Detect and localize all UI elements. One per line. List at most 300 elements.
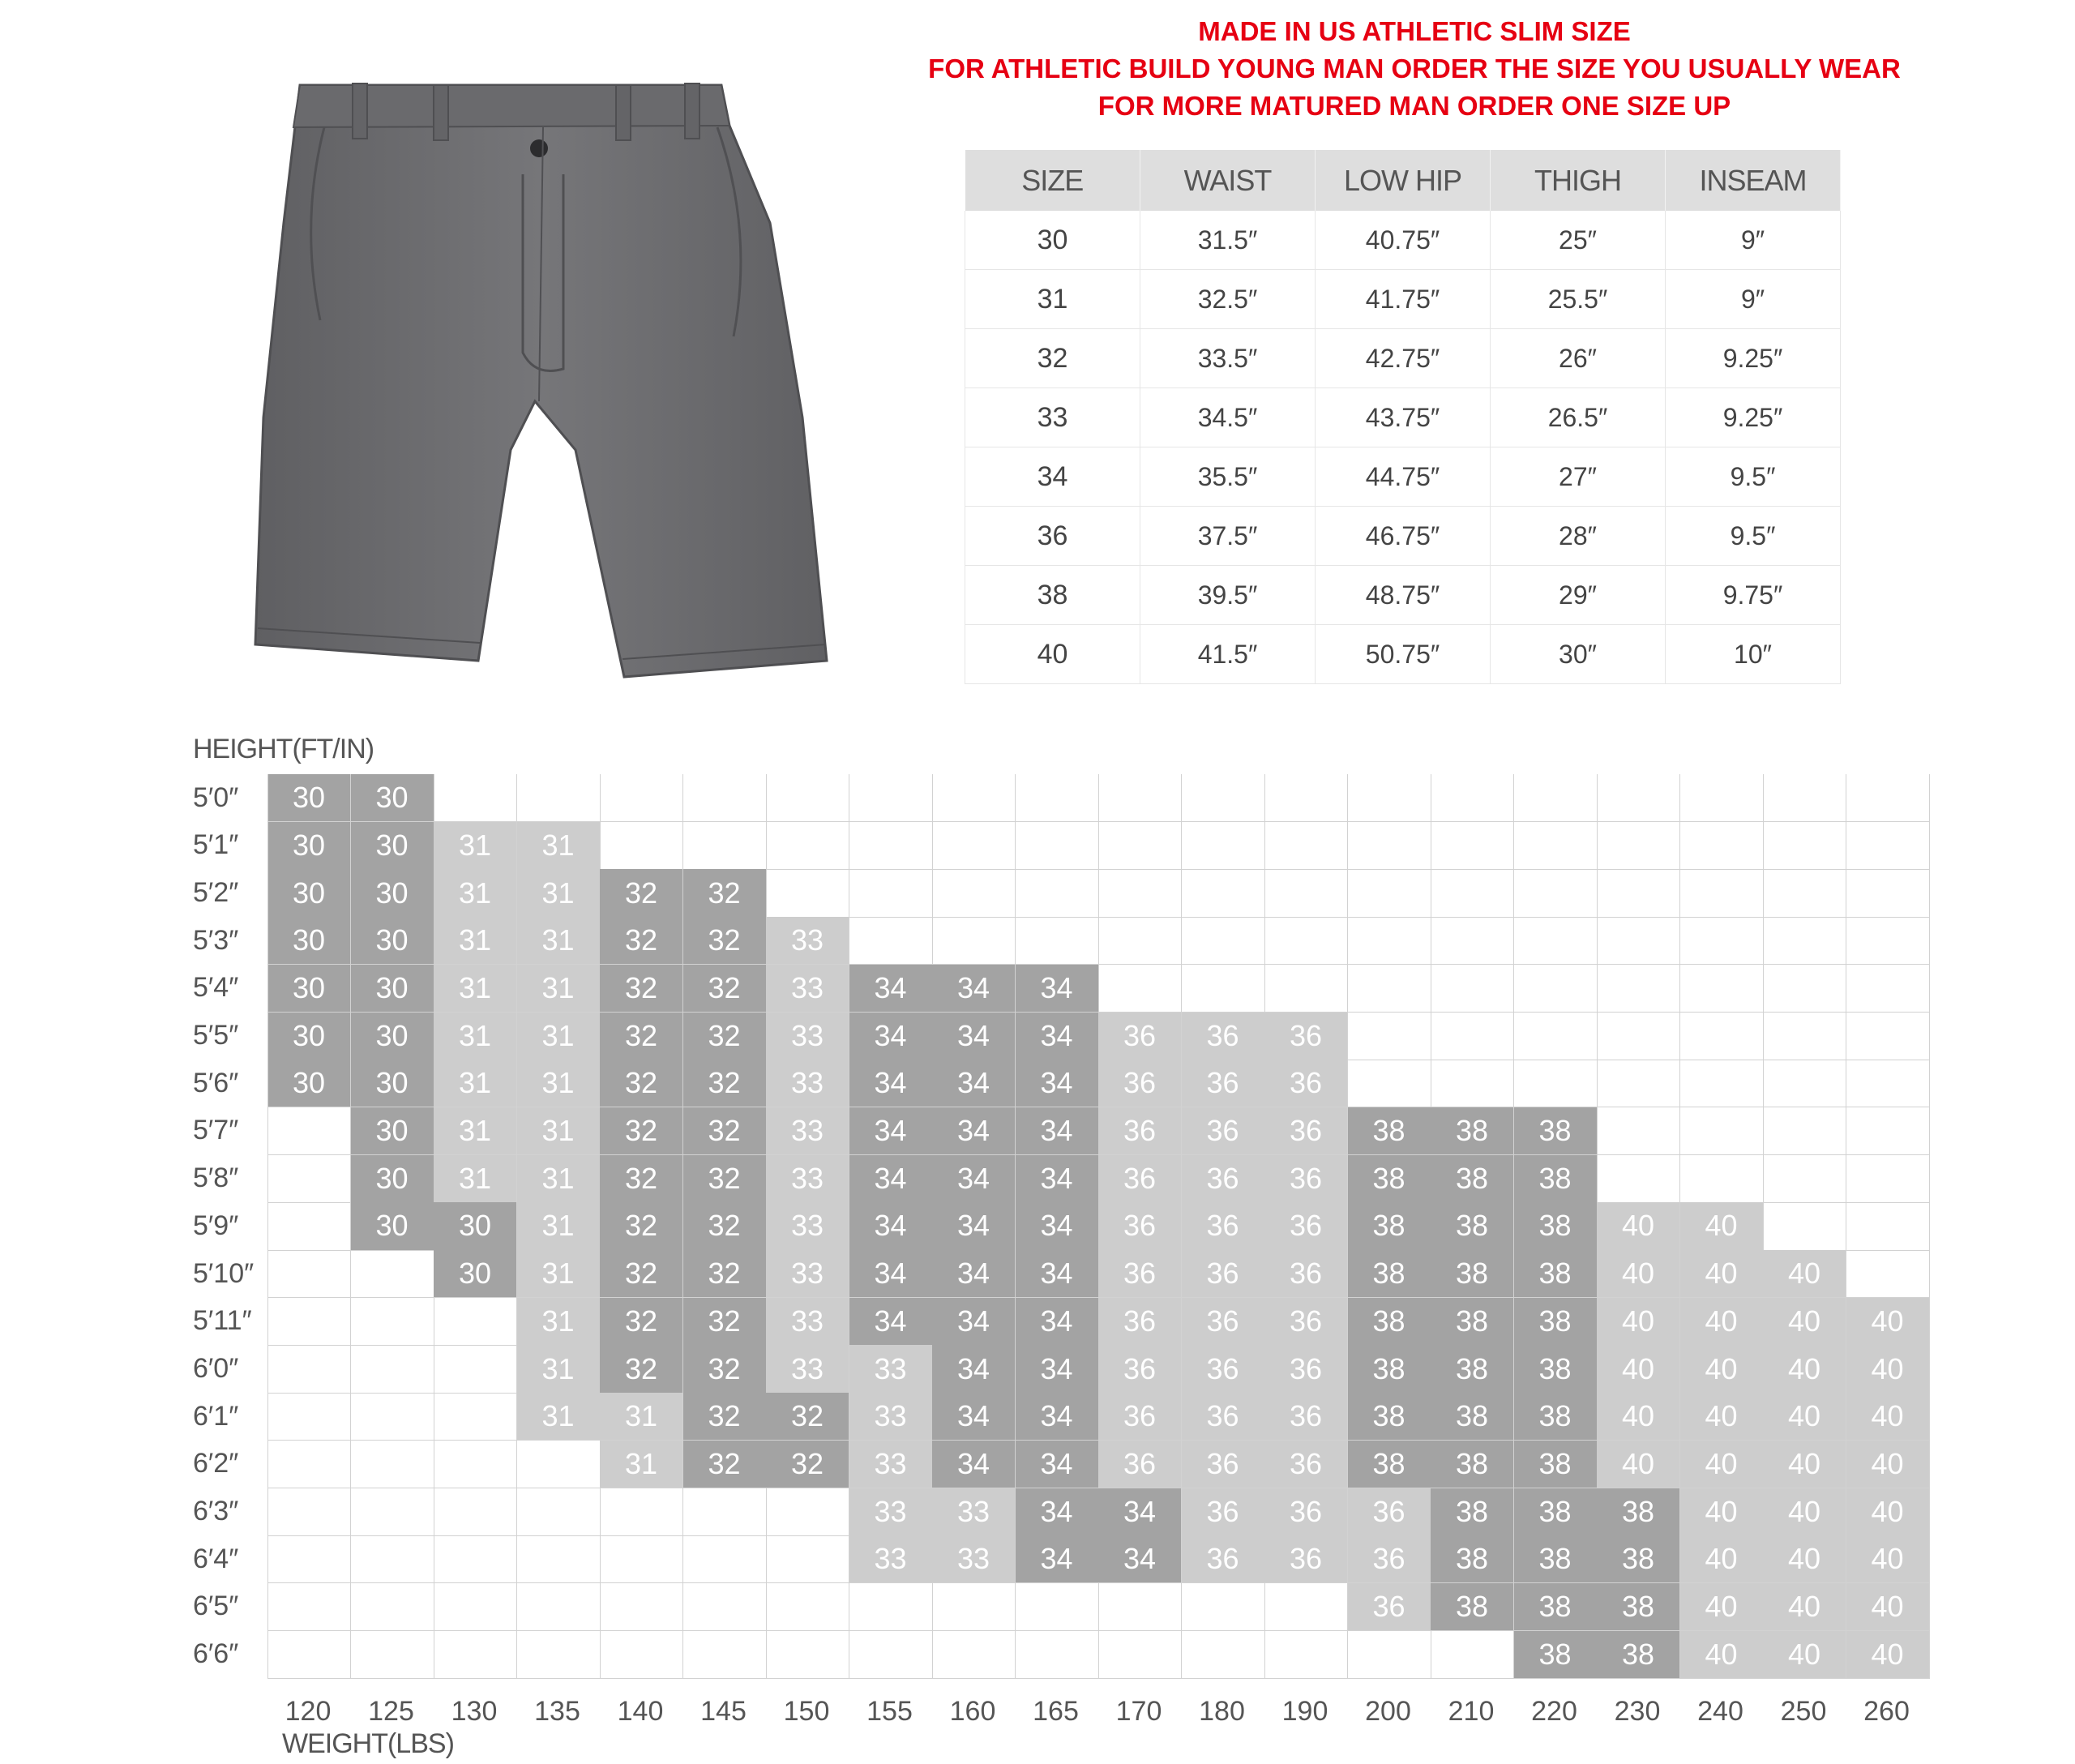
empty-grid-cell: [1763, 1107, 1846, 1155]
spec-size-cell: 34: [965, 447, 1140, 507]
empty-grid-cell: [1182, 917, 1265, 965]
size-grid-cell: 32: [683, 965, 767, 1013]
size-grid-cell: 36: [1098, 1107, 1182, 1155]
size-grid-cell: 34: [849, 1107, 933, 1155]
empty-grid-cell: [1264, 917, 1348, 965]
size-grid-cell: 34: [932, 1345, 1016, 1393]
spec-value-cell: 26.5″: [1491, 388, 1666, 447]
size-grid-cell: 36: [1182, 1155, 1265, 1203]
size-grid-cell: 33: [766, 1250, 849, 1298]
weight-label: 210: [1448, 1696, 1495, 1727]
weight-label: 150: [783, 1696, 830, 1727]
size-grid-cell: 31: [434, 1013, 517, 1060]
spec-value-cell: 9.5″: [1666, 447, 1841, 507]
height-label: 6′2″: [193, 1448, 239, 1479]
spec-value-cell: 29″: [1491, 566, 1666, 625]
size-grid-cell: 38: [1348, 1393, 1431, 1441]
size-grid-cell: 36: [1348, 1488, 1431, 1536]
empty-grid-cell: [766, 1535, 849, 1583]
height-label: 5′10″: [193, 1257, 255, 1289]
empty-grid-cell: [1846, 1155, 1930, 1203]
size-grid-cell: 36: [1098, 1013, 1182, 1060]
empty-grid-cell: [267, 1202, 351, 1250]
size-grid-cell: 31: [517, 1393, 601, 1441]
size-grid-cell: 34: [849, 1060, 933, 1107]
empty-grid-cell: [1514, 917, 1598, 965]
empty-grid-cell: [351, 1535, 434, 1583]
size-grid-cell: 40: [1597, 1441, 1680, 1488]
size-grid-cell: 36: [1182, 1250, 1265, 1298]
size-grid-cell: 33: [849, 1535, 933, 1583]
size-grid-cell: 38: [1431, 1155, 1514, 1203]
empty-grid-cell: [849, 1583, 933, 1631]
size-grid-cell: 34: [1098, 1535, 1182, 1583]
size-grid-cell: 31: [434, 965, 517, 1013]
size-grid-cell: 32: [600, 917, 683, 965]
size-grid-cell: 36: [1098, 1298, 1182, 1346]
empty-grid-cell: [1264, 822, 1348, 870]
header-line-3: FOR MORE MATURED MAN ORDER ONE SIZE UP: [1097, 91, 1731, 121]
spec-value-cell: 32.5″: [1140, 270, 1316, 329]
size-grid-cell: 31: [517, 1013, 601, 1060]
height-label: 5′2″: [193, 876, 239, 908]
empty-grid-cell: [267, 1298, 351, 1346]
size-grid-cell: 34: [932, 1013, 1016, 1060]
empty-grid-cell: [849, 917, 933, 965]
size-grid-cell: 40: [1763, 1441, 1846, 1488]
size-grid-cell: 32: [683, 1441, 767, 1488]
size-grid-cell: 40: [1846, 1583, 1930, 1631]
size-spec-table: [965, 150, 1841, 684]
height-label: 5′9″: [193, 1210, 239, 1241]
size-grid-cell: 32: [600, 965, 683, 1013]
empty-grid-cell: [1016, 774, 1099, 822]
empty-grid-cell: [1846, 1060, 1930, 1107]
size-grid-cell: 32: [600, 1060, 683, 1107]
empty-grid-cell: [1597, 869, 1680, 917]
size-grid-cell: 32: [600, 1298, 683, 1346]
spec-value-cell: 9.75″: [1666, 566, 1841, 625]
empty-grid-cell: [1763, 869, 1846, 917]
empty-grid-cell: [1597, 1107, 1680, 1155]
size-grid-cell: 38: [1348, 1345, 1431, 1393]
size-grid-cell: 38: [1348, 1155, 1431, 1203]
size-grid-cell: 38: [1348, 1298, 1431, 1346]
weight-label: 260: [1863, 1696, 1910, 1727]
size-grid-cell: 36: [1264, 1345, 1348, 1393]
empty-grid-cell: [766, 822, 849, 870]
size-grid-cell: 36: [1098, 1060, 1182, 1107]
spec-size-cell: 33: [965, 388, 1140, 447]
size-grid-cell: 38: [1597, 1488, 1680, 1536]
size-grid-cell: 30: [351, 1013, 434, 1060]
size-grid-cell: 31: [434, 1107, 517, 1155]
weight-label: 160: [949, 1696, 996, 1727]
empty-grid-cell: [1680, 1107, 1764, 1155]
empty-grid-cell: [351, 1488, 434, 1536]
size-grid-cell: 38: [1514, 1535, 1598, 1583]
empty-grid-cell: [1264, 1631, 1348, 1679]
spec-value-cell: 44.75″: [1316, 447, 1491, 507]
shorts-product-image: [243, 77, 859, 693]
size-grid-cell: 32: [683, 1250, 767, 1298]
size-grid-cell: 32: [683, 1013, 767, 1060]
size-grid-cell: 40: [1680, 1535, 1764, 1583]
empty-grid-cell: [1763, 774, 1846, 822]
size-grid-cell: 33: [849, 1345, 933, 1393]
size-grid-cell: 32: [600, 1202, 683, 1250]
empty-grid-cell: [1846, 917, 1930, 965]
size-grid-cell: 33: [849, 1488, 933, 1536]
empty-grid-cell: [1016, 917, 1099, 965]
spec-size-cell: 32: [965, 329, 1140, 388]
spec-size-cell: 38: [965, 566, 1140, 625]
size-grid-cell: 34: [1016, 1013, 1099, 1060]
size-grid-cell: 40: [1680, 1250, 1764, 1298]
height-label: 5′8″: [193, 1162, 239, 1194]
size-grid-cell: 40: [1846, 1298, 1930, 1346]
empty-grid-cell: [351, 1631, 434, 1679]
size-grid-cell: 30: [351, 822, 434, 870]
size-grid-cell: 30: [351, 1202, 434, 1250]
size-grid-cell: 36: [1182, 1441, 1265, 1488]
height-label: 5′0″: [193, 781, 239, 813]
empty-grid-cell: [1431, 822, 1514, 870]
empty-grid-cell: [1098, 869, 1182, 917]
size-grid-cell: 34: [1016, 1250, 1099, 1298]
size-grid-cell: 34: [932, 1202, 1016, 1250]
size-grid-cell: 36: [1264, 1441, 1348, 1488]
empty-grid-cell: [600, 1583, 683, 1631]
size-grid-cell: 32: [683, 1155, 767, 1203]
size-grid-cell: 33: [766, 1298, 849, 1346]
size-grid-cell: 38: [1348, 1202, 1431, 1250]
empty-grid-cell: [1348, 965, 1431, 1013]
empty-grid-cell: [1680, 774, 1764, 822]
empty-grid-cell: [1680, 965, 1764, 1013]
empty-grid-cell: [1514, 1060, 1598, 1107]
size-grid-cell: 32: [683, 1107, 767, 1155]
empty-grid-cell: [351, 1298, 434, 1346]
spec-header-size: SIZE: [965, 150, 1140, 211]
size-grid-cell: 34: [1016, 1155, 1099, 1203]
spec-value-cell: 43.75″: [1316, 388, 1491, 447]
empty-grid-cell: [1680, 1013, 1764, 1060]
size-grid-cell: 38: [1431, 1298, 1514, 1346]
weight-label: 220: [1531, 1696, 1577, 1727]
size-grid-cell: 36: [1182, 1393, 1265, 1441]
empty-grid-cell: [932, 822, 1016, 870]
weight-label: 230: [1614, 1696, 1661, 1727]
spec-row: [965, 270, 1841, 329]
height-label: 5′6″: [193, 1067, 239, 1098]
size-grid-cell: 31: [434, 1155, 517, 1203]
size-grid-cell: 31: [517, 822, 601, 870]
spec-value-cell: 10″: [1666, 625, 1841, 684]
size-grid-cell: 40: [1763, 1583, 1846, 1631]
size-grid-cell: 34: [1016, 965, 1099, 1013]
size-grid-cell: 38: [1514, 1345, 1598, 1393]
size-grid-cell: 36: [1182, 1060, 1265, 1107]
spec-row: [965, 447, 1841, 507]
size-grid-cell: 36: [1182, 1535, 1265, 1583]
size-grid-cell: 40: [1597, 1345, 1680, 1393]
size-grid-cell: 38: [1431, 1107, 1514, 1155]
size-grid-cell: 30: [267, 774, 351, 822]
size-grid-cell: 36: [1098, 1441, 1182, 1488]
height-label: 6′5″: [193, 1591, 239, 1622]
size-grid-cell: 31: [600, 1441, 683, 1488]
size-grid-cell: 30: [351, 1107, 434, 1155]
size-grid-cell: 33: [766, 1107, 849, 1155]
size-grid-cell: 38: [1514, 1631, 1598, 1679]
size-grid-cell: 30: [351, 965, 434, 1013]
size-grid-cell: 34: [1098, 1488, 1182, 1536]
height-label: 6′6″: [193, 1638, 239, 1670]
empty-grid-cell: [1182, 965, 1265, 1013]
spec-row: [965, 388, 1841, 447]
size-grid-cell: 40: [1680, 1202, 1764, 1250]
size-grid-cell: 36: [1264, 1488, 1348, 1536]
empty-grid-cell: [267, 1631, 351, 1679]
empty-grid-cell: [434, 1298, 517, 1346]
size-grid-cell: 38: [1431, 1250, 1514, 1298]
size-grid-cell: 33: [766, 1202, 849, 1250]
spec-size-cell: 36: [965, 507, 1140, 566]
height-label: 5′1″: [193, 829, 239, 861]
empty-grid-cell: [351, 1441, 434, 1488]
empty-grid-cell: [1016, 1583, 1099, 1631]
size-grid-cell: 40: [1680, 1441, 1764, 1488]
empty-grid-cell: [1264, 869, 1348, 917]
size-grid-cell: 31: [517, 1250, 601, 1298]
size-grid-cell: 32: [683, 1060, 767, 1107]
size-grid-cell: 31: [517, 1202, 601, 1250]
empty-grid-cell: [267, 1488, 351, 1536]
spec-header-inseam: INSEAM: [1666, 150, 1841, 211]
size-grid-cell: 34: [849, 965, 933, 1013]
empty-grid-cell: [1680, 869, 1764, 917]
size-grid-cell: 31: [517, 965, 601, 1013]
empty-grid-cell: [1098, 822, 1182, 870]
empty-grid-cell: [1597, 1060, 1680, 1107]
spec-value-cell: 40.75″: [1316, 211, 1491, 270]
spec-header-thigh: THIGH: [1491, 150, 1666, 211]
spec-value-cell: 9″: [1666, 270, 1841, 329]
size-grid-cell: 34: [932, 1060, 1016, 1107]
size-grid-cell: 33: [766, 1155, 849, 1203]
empty-grid-cell: [517, 1631, 601, 1679]
size-grid-cell: 30: [351, 774, 434, 822]
size-grid-cell: 32: [600, 1155, 683, 1203]
empty-grid-cell: [1098, 1631, 1182, 1679]
size-grid-cell: 31: [434, 822, 517, 870]
weight-label: 145: [700, 1696, 747, 1727]
size-grid-cell: 32: [600, 1107, 683, 1155]
size-grid-cell: 36: [1098, 1393, 1182, 1441]
empty-grid-cell: [1348, 1060, 1431, 1107]
weight-label: 240: [1697, 1696, 1743, 1727]
size-grid-cell: 31: [434, 1060, 517, 1107]
size-grid-cell: 36: [1348, 1583, 1431, 1631]
empty-grid-cell: [766, 1583, 849, 1631]
size-grid-cell: 36: [1098, 1250, 1182, 1298]
empty-grid-cell: [1348, 822, 1431, 870]
spec-value-cell: 42.75″: [1316, 329, 1491, 388]
weight-axis-title: WEIGHT(LBS): [282, 1728, 454, 1759]
empty-grid-cell: [1016, 1631, 1099, 1679]
size-grid-cell: 40: [1846, 1631, 1930, 1679]
empty-grid-cell: [1680, 917, 1764, 965]
empty-grid-cell: [849, 774, 933, 822]
spec-row: [965, 507, 1841, 566]
size-grid-cell: 34: [932, 965, 1016, 1013]
empty-grid-cell: [267, 1345, 351, 1393]
empty-grid-cell: [1182, 1583, 1265, 1631]
size-grid-cell: 40: [1763, 1488, 1846, 1536]
size-grid-cell: 33: [766, 1013, 849, 1060]
empty-grid-cell: [1348, 917, 1431, 965]
empty-grid-cell: [683, 822, 767, 870]
size-grid-cell: 34: [1016, 1107, 1099, 1155]
empty-grid-cell: [1597, 1155, 1680, 1203]
empty-grid-cell: [1846, 774, 1930, 822]
weight-label: 200: [1365, 1696, 1411, 1727]
size-grid-cell: 40: [1680, 1583, 1764, 1631]
size-grid-cell: 36: [1264, 1535, 1348, 1583]
size-grid-cell: 40: [1680, 1631, 1764, 1679]
size-grid-cell: 40: [1680, 1488, 1764, 1536]
size-grid-cell: 34: [1016, 1060, 1099, 1107]
empty-grid-cell: [1514, 774, 1598, 822]
size-grid-cell: 40: [1597, 1393, 1680, 1441]
empty-grid-cell: [766, 1488, 849, 1536]
size-grid-cell: 38: [1431, 1345, 1514, 1393]
header-line-1: MADE IN US ATHLETIC SLIM SIZE: [1198, 16, 1631, 46]
size-grid-cell: 33: [766, 1345, 849, 1393]
empty-grid-cell: [683, 1535, 767, 1583]
empty-grid-cell: [267, 1250, 351, 1298]
size-grid-cell: 32: [600, 1250, 683, 1298]
size-grid-cell: 34: [1016, 1441, 1099, 1488]
empty-grid-cell: [1680, 1060, 1764, 1107]
size-grid-cell: 31: [517, 917, 601, 965]
size-grid-cell: 34: [1016, 1488, 1099, 1536]
spec-value-cell: 34.5″: [1140, 388, 1316, 447]
size-grid-cell: 30: [267, 917, 351, 965]
empty-grid-cell: [1763, 917, 1846, 965]
size-grid-cell: 38: [1348, 1441, 1431, 1488]
size-grid-cell: 34: [932, 1441, 1016, 1488]
size-grid-cell: 38: [1514, 1107, 1598, 1155]
empty-grid-cell: [1846, 822, 1930, 870]
size-grid-cell: 31: [600, 1393, 683, 1441]
empty-grid-cell: [1763, 1013, 1846, 1060]
empty-grid-cell: [600, 822, 683, 870]
empty-grid-cell: [434, 1583, 517, 1631]
size-grid-cell: 32: [600, 1013, 683, 1060]
empty-grid-cell: [1182, 1631, 1265, 1679]
size-grid-cell: 36: [1182, 1345, 1265, 1393]
empty-grid-cell: [434, 1393, 517, 1441]
empty-grid-cell: [1348, 869, 1431, 917]
empty-grid-cell: [1597, 822, 1680, 870]
size-grid-cell: 31: [517, 869, 601, 917]
spec-value-cell: 25.5″: [1491, 270, 1666, 329]
height-label: 6′3″: [193, 1496, 239, 1526]
weight-label: 165: [1033, 1696, 1079, 1727]
size-grid-cell: 32: [683, 1393, 767, 1441]
empty-grid-cell: [267, 1393, 351, 1441]
size-grid-cell: 40: [1846, 1535, 1930, 1583]
size-grid-cell: 30: [267, 822, 351, 870]
empty-grid-cell: [351, 1393, 434, 1441]
spec-value-cell: 30″: [1491, 625, 1666, 684]
size-grid-cell: 36: [1264, 1060, 1348, 1107]
height-label: 5′11″: [193, 1305, 252, 1337]
empty-grid-cell: [434, 1345, 517, 1393]
height-label: 5′7″: [193, 1115, 239, 1146]
spec-row: [965, 329, 1841, 388]
empty-grid-cell: [1098, 774, 1182, 822]
empty-grid-cell: [1846, 965, 1930, 1013]
spec-value-cell: 41.5″: [1140, 625, 1316, 684]
size-grid-cell: 32: [683, 869, 767, 917]
empty-grid-cell: [434, 774, 517, 822]
size-grid-cell: 33: [849, 1441, 933, 1488]
size-grid-cell: 31: [434, 917, 517, 965]
empty-grid-cell: [1763, 965, 1846, 1013]
height-label: 5′4″: [193, 972, 239, 1004]
size-grid-cell: 36: [1182, 1107, 1265, 1155]
empty-grid-cell: [1597, 917, 1680, 965]
empty-grid-cell: [766, 869, 849, 917]
empty-grid-cell: [1680, 822, 1764, 870]
empty-grid-cell: [683, 1488, 767, 1536]
empty-grid-cell: [1846, 869, 1930, 917]
size-grid-cell: 38: [1514, 1488, 1598, 1536]
size-grid-cell: 33: [849, 1393, 933, 1441]
empty-grid-cell: [1348, 774, 1431, 822]
size-grid-cell: 36: [1182, 1298, 1265, 1346]
spec-value-cell: 9.5″: [1666, 507, 1841, 566]
spec-value-cell: 46.75″: [1316, 507, 1491, 566]
empty-grid-cell: [267, 1583, 351, 1631]
weight-label: 155: [866, 1696, 913, 1727]
size-grid-cell: 33: [932, 1535, 1016, 1583]
spec-row: [965, 566, 1841, 625]
height-label: 5′5″: [193, 1020, 239, 1051]
size-grid-cell: 34: [849, 1202, 933, 1250]
empty-grid-cell: [1098, 1583, 1182, 1631]
size-grid-cell: 32: [766, 1441, 849, 1488]
empty-grid-cell: [351, 1583, 434, 1631]
size-grid-cell: 38: [1514, 1155, 1598, 1203]
size-grid-cell: 36: [1264, 1155, 1348, 1203]
size-grid-cell: 36: [1182, 1488, 1265, 1536]
size-grid-cell: 40: [1763, 1298, 1846, 1346]
empty-grid-cell: [1431, 1631, 1514, 1679]
empty-grid-cell: [683, 774, 767, 822]
size-grid-cell: 38: [1348, 1250, 1431, 1298]
empty-grid-cell: [1016, 822, 1099, 870]
size-grid-cell: 36: [1182, 1202, 1265, 1250]
size-grid-cell: 40: [1680, 1298, 1764, 1346]
size-grid-cell: 30: [351, 1060, 434, 1107]
size-grid-cell: 30: [267, 1060, 351, 1107]
empty-grid-cell: [683, 1631, 767, 1679]
empty-grid-cell: [1431, 869, 1514, 917]
